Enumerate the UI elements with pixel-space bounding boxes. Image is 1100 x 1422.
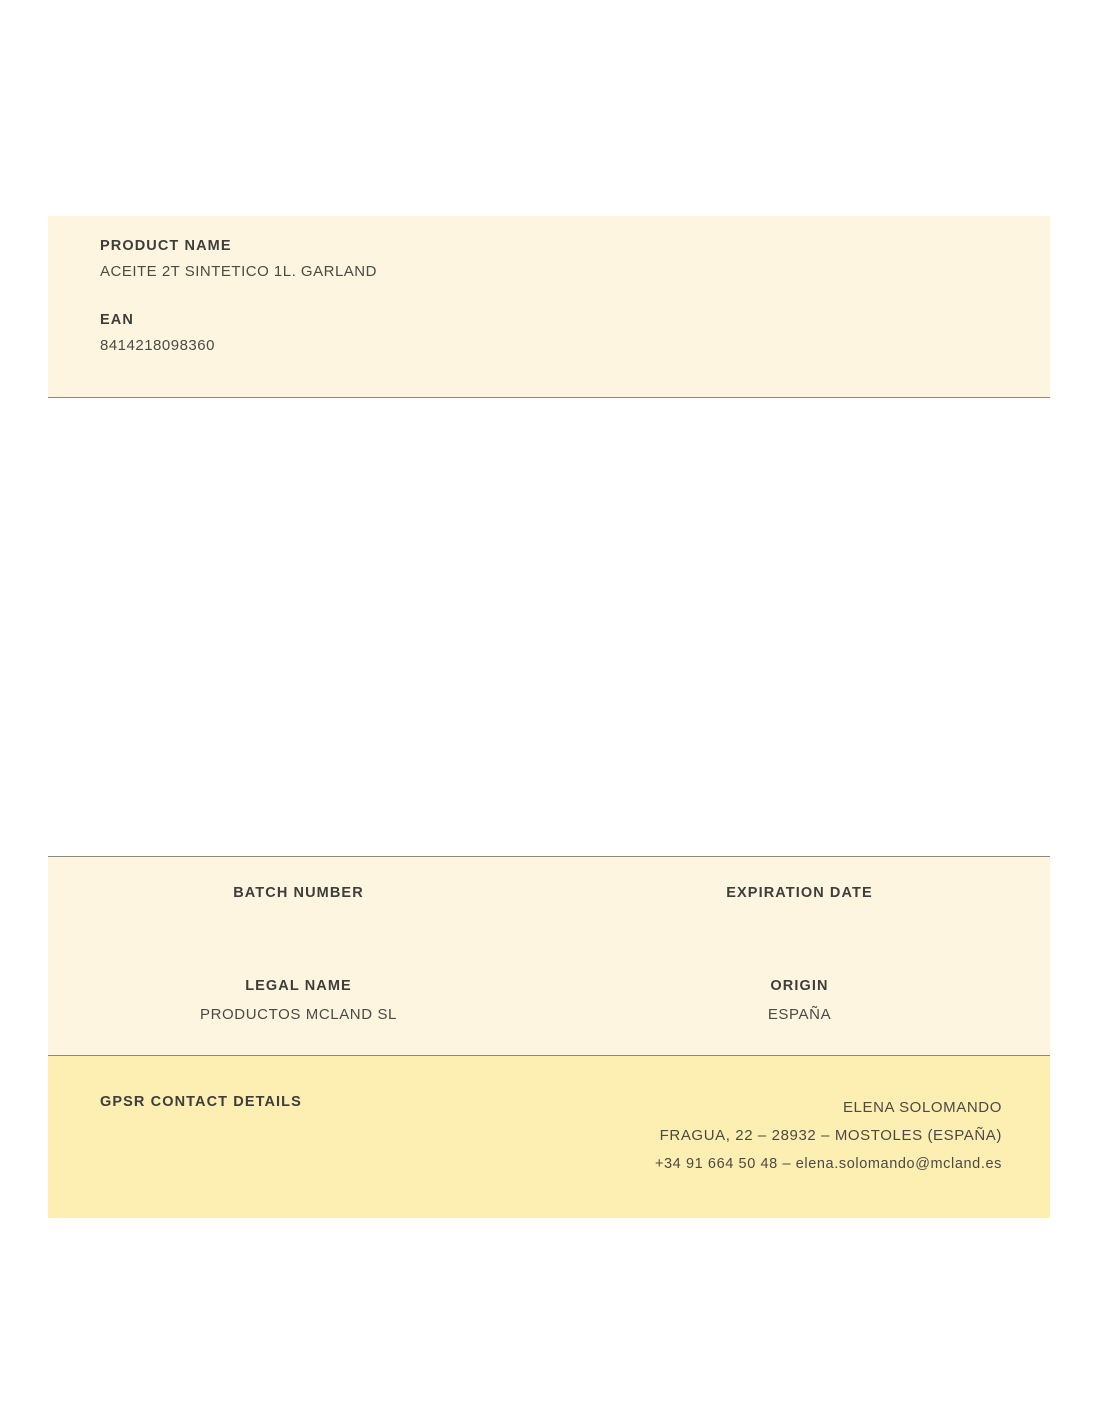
expiration-date-label: EXPIRATION DATE: [726, 885, 873, 901]
spacer: [100, 280, 998, 312]
origin-cell: [549, 956, 1050, 1055]
gpsr-contact-label: GPSR CONTACT DETAILS: [100, 1094, 302, 1110]
batch-number-label: BATCH NUMBER: [233, 885, 364, 901]
gpsr-contact-phone-email: +34 91 664 50 48 – elena.solomando@mcland.es: [654, 1156, 1002, 1172]
details-grid: [48, 857, 1050, 1055]
expiration-date-cell: [549, 857, 1050, 956]
product-info-panel: [48, 216, 1050, 398]
gpsr-row: [100, 1094, 1002, 1178]
origin-value: ESPAÑA: [767, 1006, 832, 1023]
gpsr-contact-address: FRAGUA, 22 – 28932 – MOSTOLES (ESPAÑA): [659, 1127, 1002, 1144]
ean-value: 8414218098360: [100, 337, 215, 354]
ean-label: EAN: [100, 312, 134, 328]
gpsr-contact-name: ELENA SOLOMANDO: [842, 1099, 1002, 1116]
batch-number-cell: [48, 857, 549, 956]
product-details-panel: [48, 856, 1050, 1056]
legal-name-cell: [48, 956, 549, 1055]
gpsr-contact-panel: [48, 1056, 1050, 1218]
gpsr-contact-lines: [655, 1094, 1002, 1178]
product-name-value: ACEITE 2T SINTETICO 1L. GARLAND: [100, 263, 377, 280]
origin-label: ORIGIN: [770, 978, 829, 994]
legal-name-label: LEGAL NAME: [245, 978, 352, 994]
product-name-label: PRODUCT NAME: [100, 238, 232, 254]
legal-name-value: PRODUCTOS MCLAND SL: [200, 1006, 397, 1023]
